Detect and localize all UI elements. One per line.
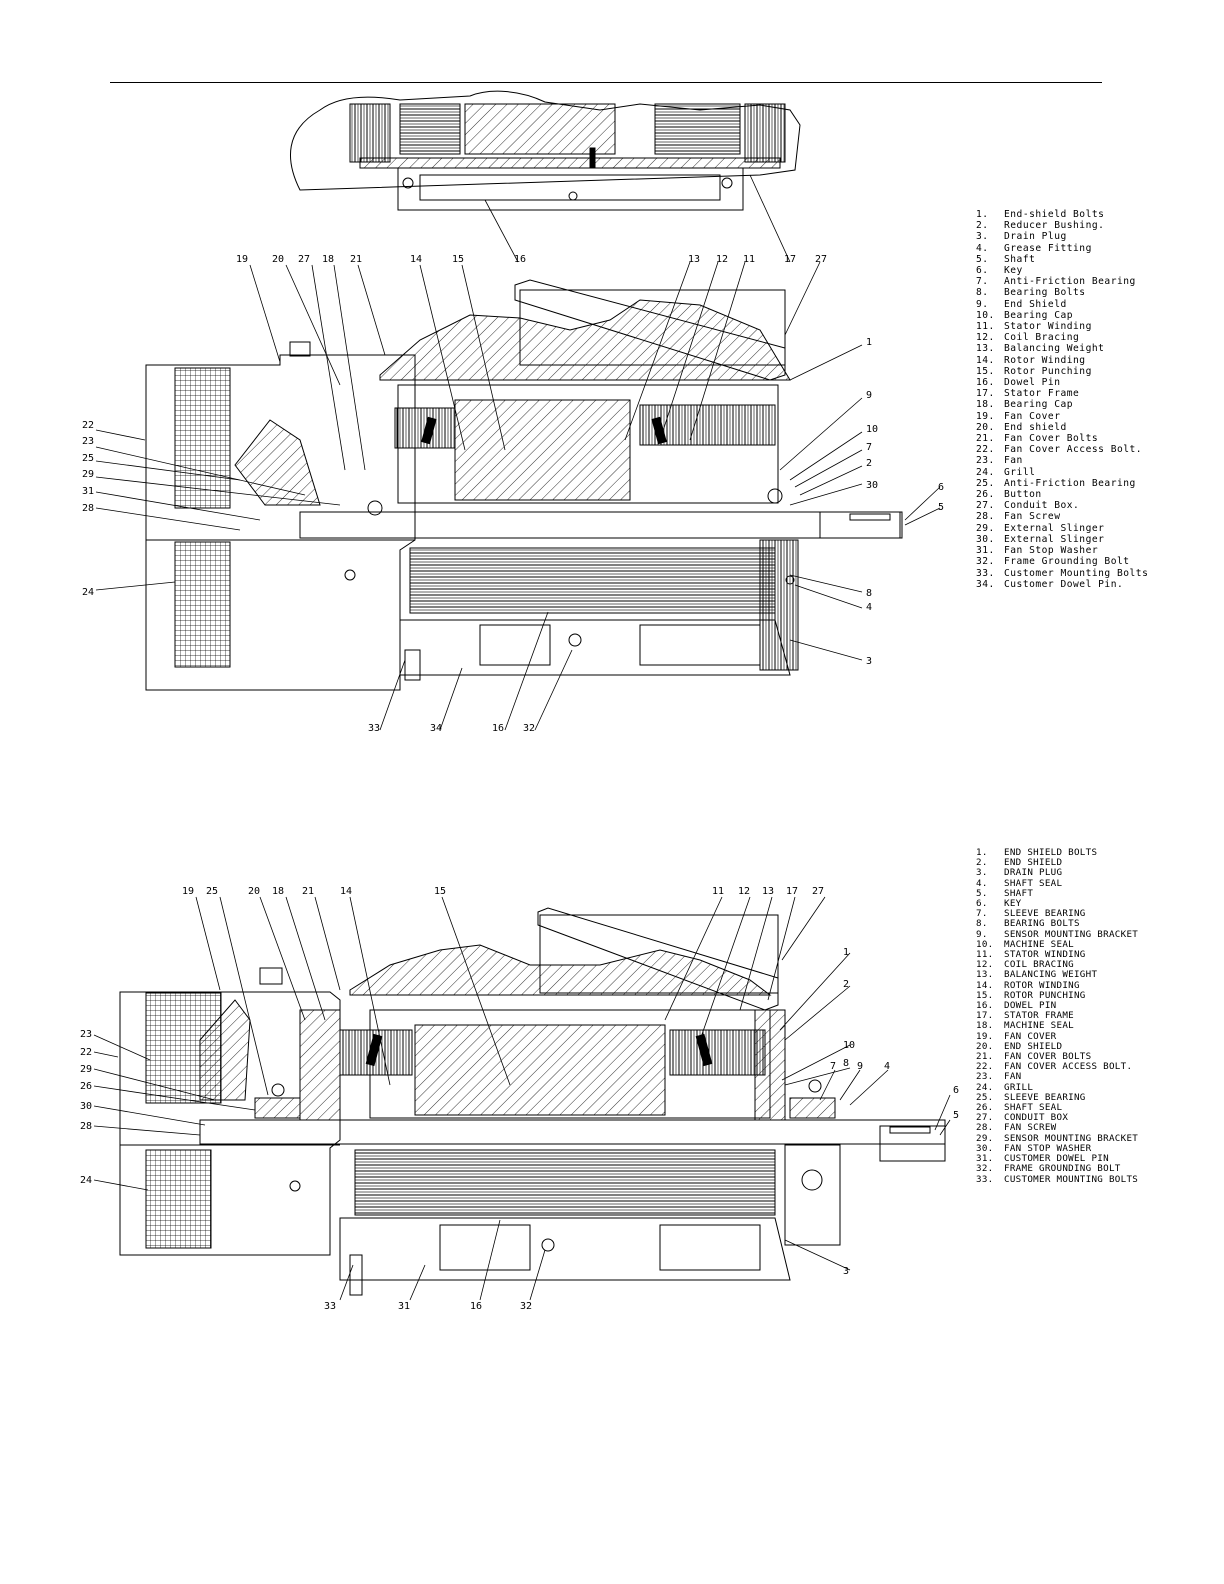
legend-item-number: 7. — [976, 908, 988, 920]
callout-28: 28 — [80, 1121, 93, 1132]
callout-13: 13 — [688, 254, 701, 265]
legend-item-number: 28. — [976, 1122, 994, 1134]
legend-item-label: CUSTOMER DOWEL PIN — [1004, 1153, 1109, 1165]
legend-item-number: 12. — [976, 332, 995, 344]
legend-item-number: 33. — [976, 567, 995, 579]
legend-item-number: 17. — [976, 388, 995, 400]
callout-6: 6 — [938, 482, 945, 493]
legend-item-number: 24. — [976, 466, 995, 478]
legend-item-label: END SHIELD BOLTS — [1004, 847, 1098, 858]
callout-9: 9 — [857, 1061, 864, 1072]
callout-14: 14 — [340, 886, 353, 897]
callout-23: 23 — [80, 1029, 93, 1040]
legend-item-number: 20. — [976, 1040, 994, 1052]
callout-21: 21 — [350, 254, 363, 265]
callout-10: 10 — [843, 1040, 856, 1051]
legend-item-number: 27. — [976, 1112, 994, 1124]
legend-item — [976, 1062, 1138, 1072]
callout-30: 30 — [866, 480, 879, 491]
legend-item — [976, 1072, 1138, 1082]
callout-1: 1 — [843, 947, 850, 958]
legend-item-label: CONDUIT BOX — [1004, 1112, 1069, 1124]
legend-item-label: Coil Bracing — [1004, 332, 1080, 344]
legend-item-number: 8. — [976, 918, 988, 930]
legend-item — [976, 411, 1148, 422]
legend-item — [976, 500, 1148, 511]
callout-11: 11 — [712, 886, 725, 897]
callout-33: 33 — [368, 723, 381, 734]
legend-item — [976, 1175, 1138, 1185]
callout-17: 17 — [786, 886, 799, 897]
legend-item-label: BALANCING WEIGHT — [1004, 969, 1098, 981]
legend-item-label: Reducer Bushing. — [1004, 220, 1105, 232]
legend-item — [976, 243, 1148, 254]
legend-item-label: FAN — [1004, 1071, 1022, 1083]
legend-item — [976, 355, 1148, 366]
callout-32: 32 — [520, 1301, 533, 1312]
callout-7: 7 — [866, 442, 873, 453]
legend-item — [976, 366, 1148, 377]
legend-item-label: External Slinger — [1004, 533, 1105, 545]
legend-item-label: Fan Cover Access Bolt. — [1004, 444, 1143, 456]
legend-item-label: Drain Plug — [1004, 231, 1067, 243]
legend-item-number: 20. — [976, 421, 995, 433]
legend-item-number: 16. — [976, 377, 995, 389]
legend-item-label: Fan Cover Bolts — [1004, 433, 1099, 445]
legend-item-label: Stator Frame — [1004, 388, 1080, 400]
callout-24: 24 — [82, 587, 95, 598]
legend-item-label: Frame Grounding Bolt — [1004, 556, 1130, 568]
legend-item — [976, 534, 1148, 545]
callout-4: 4 — [866, 602, 873, 613]
callout-27: 27 — [298, 254, 311, 265]
legend-item-label: Fan Screw — [1004, 511, 1061, 523]
legend-item — [976, 332, 1148, 343]
legend-item-label: DOWEL PIN — [1004, 1000, 1057, 1012]
legend-item-label: FAN COVER ACCESS BOLT. — [1004, 1061, 1133, 1073]
callout-2: 2 — [843, 979, 850, 990]
legend-item — [976, 399, 1148, 410]
legend-item-label: SHAFT — [1004, 887, 1034, 899]
callout-6: 6 — [953, 1085, 960, 1096]
callout-28: 28 — [82, 503, 95, 514]
callout-22: 22 — [82, 420, 95, 431]
callout-2: 2 — [866, 458, 873, 469]
legend-item — [976, 287, 1148, 298]
callout-29: 29 — [82, 469, 95, 480]
legend-item-label: Customer Dowel Pin. — [1004, 578, 1124, 590]
legend-item-label: SLEEVE BEARING — [1004, 1091, 1086, 1103]
legend-item-number: 34. — [976, 578, 995, 590]
callout-11: 11 — [743, 254, 756, 265]
legend-item — [976, 511, 1148, 522]
legend-item-label: End Shield — [1004, 298, 1067, 310]
callout-9: 9 — [866, 390, 873, 401]
legend-item-number: 2. — [976, 220, 989, 232]
callout-18: 18 — [272, 886, 285, 897]
legend-item — [976, 388, 1148, 399]
legend-item-label: Grease Fitting — [1004, 242, 1092, 254]
legend-item-number: 13. — [976, 969, 994, 981]
callout-19: 19 — [236, 254, 249, 265]
callout-26: 26 — [80, 1081, 93, 1092]
callout-19: 19 — [182, 886, 195, 897]
legend-item — [976, 343, 1148, 354]
callout-12: 12 — [716, 254, 729, 265]
legend-item-number: 4. — [976, 242, 989, 254]
callout-15: 15 — [452, 254, 465, 265]
legend-item-label: Shaft — [1004, 253, 1036, 265]
callout-33: 33 — [324, 1301, 337, 1312]
callout-20: 20 — [248, 886, 261, 897]
legend-item — [976, 523, 1148, 534]
legend-item — [976, 310, 1148, 321]
legend-item-number: 19. — [976, 1030, 994, 1042]
motor-section-drawing-antifriction — [146, 280, 902, 690]
legend-item-label: DRAIN PLUG — [1004, 867, 1063, 879]
legend-item-number: 30. — [976, 533, 995, 545]
legend-item-number: 4. — [976, 877, 988, 889]
legend-item-label: Fan Cover — [1004, 410, 1061, 422]
callout-31: 31 — [398, 1301, 411, 1312]
legend-item-label: GRILL — [1004, 1081, 1034, 1093]
legend-item-number: 3. — [976, 231, 989, 243]
callout-27: 27 — [812, 886, 825, 897]
legend-item-number: 17. — [976, 1010, 994, 1022]
legend-item — [976, 444, 1148, 455]
legend-item-number: 28. — [976, 511, 995, 523]
legend-item-number: 6. — [976, 898, 988, 910]
callout-15: 15 — [434, 886, 447, 897]
legend-item-label: SENSOR MOUNTING BRACKET — [1004, 928, 1139, 940]
legend-item-number: 25. — [976, 1091, 994, 1103]
legend-item — [976, 568, 1148, 579]
legend-item — [976, 377, 1148, 388]
legend-item-label: External Slinger — [1004, 522, 1105, 534]
legend-item — [976, 579, 1148, 590]
callout-25: 25 — [206, 886, 219, 897]
legend-item — [976, 889, 1138, 899]
legend-item — [976, 556, 1148, 567]
legend-item-label: BEARING BOLTS — [1004, 918, 1080, 930]
legend-item-number: 12. — [976, 959, 994, 971]
legend-item-number: 29. — [976, 1132, 994, 1144]
legend-item-number: 32. — [976, 1163, 994, 1175]
legend-item-number: 31. — [976, 545, 995, 557]
callout-29: 29 — [80, 1064, 93, 1075]
callout-5: 5 — [938, 502, 945, 513]
callout-8: 8 — [866, 588, 873, 599]
legend-item — [976, 991, 1138, 1001]
legend-item-label: Button — [1004, 489, 1042, 501]
legend-item-label: Anti-Friction Bearing — [1004, 276, 1136, 288]
legend-item — [976, 879, 1138, 889]
legend-item-number: 11. — [976, 949, 994, 961]
legend-item-label: Stator Winding — [1004, 321, 1092, 333]
callout-22: 22 — [80, 1047, 93, 1058]
legend-item-label: MACHINE SEAL — [1004, 938, 1074, 950]
legend-item-number: 14. — [976, 979, 994, 991]
legend-item-number: 25. — [976, 477, 995, 489]
legend-item-label: Fan — [1004, 455, 1023, 467]
legend-item-label: Bearing Cap — [1004, 399, 1074, 411]
legend-item — [976, 455, 1148, 466]
callout-27: 27 — [815, 254, 828, 265]
legend-item-number: 3. — [976, 867, 988, 879]
legend-item-label: Balancing Weight — [1004, 343, 1105, 355]
callout-12: 12 — [738, 886, 751, 897]
legend-item-label: FRAME GROUNDING BOLT — [1004, 1163, 1121, 1175]
legend-item-label: Key — [1004, 265, 1023, 277]
legend-item-number: 23. — [976, 455, 995, 467]
legend-item-number: 18. — [976, 399, 995, 411]
legend-item-label: Fan Stop Washer — [1004, 545, 1099, 557]
legend-item-label: Rotor Winding — [1004, 354, 1086, 366]
legend-item-number: 24. — [976, 1081, 994, 1093]
legend-item — [976, 299, 1148, 310]
legend-item-number: 22. — [976, 444, 995, 456]
legend-item-label: SLEEVE BEARING — [1004, 908, 1086, 920]
legend-item-number: 2. — [976, 857, 988, 869]
callout-5: 5 — [953, 1110, 960, 1121]
legend-item-label: FAN SCREW — [1004, 1122, 1057, 1134]
legend-item-label: FAN COVER — [1004, 1030, 1057, 1042]
legend-item — [976, 1021, 1138, 1031]
legend-item-number: 5. — [976, 253, 989, 265]
legend-item-number: 26. — [976, 1102, 994, 1114]
legend-item — [976, 265, 1148, 276]
legend-item-label: CUSTOMER MOUNTING BOLTS — [1004, 1173, 1139, 1185]
legend-item-label: SHAFT SEAL — [1004, 877, 1063, 889]
legend-item-label: Bearing Cap — [1004, 309, 1074, 321]
legend-item-number: 5. — [976, 887, 988, 899]
legend-item — [976, 433, 1148, 444]
callout-23: 23 — [82, 436, 95, 447]
legend-item-number: 11. — [976, 321, 995, 333]
callout-20: 20 — [272, 254, 285, 265]
legend-item-number: 10. — [976, 938, 994, 950]
legend-item — [976, 231, 1148, 242]
detail-inset-view — [290, 91, 800, 210]
legend-item-label: FAN COVER BOLTS — [1004, 1051, 1092, 1063]
callout-4: 4 — [884, 1061, 891, 1072]
callout-30: 30 — [80, 1101, 93, 1112]
callout-7: 7 — [830, 1061, 837, 1072]
legend-item-label: SHAFT SEAL — [1004, 1102, 1063, 1114]
legend-item-label: END SHIELD — [1004, 1040, 1063, 1052]
legend-item — [976, 467, 1148, 478]
legend-item-number: 18. — [976, 1020, 994, 1032]
callout-24: 24 — [80, 1175, 93, 1186]
legend-item-label: KEY — [1004, 898, 1022, 910]
legend-item-number: 1. — [976, 847, 988, 858]
legend-item-number: 21. — [976, 433, 995, 445]
legend-item-number: 21. — [976, 1051, 994, 1063]
legend-item-number: 13. — [976, 343, 995, 355]
legend-item-number: 32. — [976, 556, 995, 568]
legend-item-number: 23. — [976, 1071, 994, 1083]
legend-item-number: 15. — [976, 989, 994, 1001]
callout-3: 3 — [843, 1266, 850, 1277]
callout-10: 10 — [866, 424, 879, 435]
callout-25: 25 — [82, 453, 95, 464]
legend-item-number: 27. — [976, 500, 995, 512]
callout-1: 1 — [866, 337, 873, 348]
callout-17: 17 — [784, 254, 797, 265]
legend-item-label: ROTOR PUNCHING — [1004, 989, 1086, 1001]
legend-item-label: End-shield Bolts — [1004, 209, 1105, 220]
legend-item — [976, 321, 1148, 332]
legend-item-label: Conduit Box. — [1004, 500, 1080, 512]
legend-item — [976, 422, 1148, 433]
legend-item-label: Rotor Punching — [1004, 365, 1092, 377]
legend-item-label: Customer Mounting Bolts — [1004, 567, 1149, 579]
legend-item-label: Bearing Bolts — [1004, 287, 1086, 299]
legend-item-label: ROTOR WINDING — [1004, 979, 1080, 991]
legend-item-number: 30. — [976, 1142, 994, 1154]
callout-16: 16 — [514, 254, 527, 265]
legend-item — [976, 220, 1148, 231]
callout-32: 32 — [523, 723, 536, 734]
callout-8: 8 — [843, 1058, 850, 1069]
legend-item-number: 22. — [976, 1061, 994, 1073]
legend-item-label: Dowel Pin — [1004, 377, 1061, 389]
callout-3: 3 — [866, 656, 873, 667]
legend-item-number: 9. — [976, 298, 989, 310]
legend-item-label: STATOR WINDING — [1004, 949, 1086, 961]
legend-item-number: 14. — [976, 354, 995, 366]
legend-item-number: 19. — [976, 410, 995, 422]
legend-item-number: 15. — [976, 365, 995, 377]
parts-legend-sleeve — [976, 848, 1138, 1185]
legend-item-number: 10. — [976, 309, 995, 321]
callout-18: 18 — [322, 254, 335, 265]
legend-item — [976, 478, 1148, 489]
legend-item-label: Grill — [1004, 466, 1036, 478]
callout-13: 13 — [762, 886, 775, 897]
legend-item — [976, 1113, 1138, 1123]
legend-item-label: End shield — [1004, 421, 1067, 433]
callout-34: 34 — [430, 723, 443, 734]
legend-item-label: FAN STOP WASHER — [1004, 1142, 1092, 1154]
legend-item-label: END SHIELD — [1004, 857, 1063, 869]
callout-16: 16 — [470, 1301, 483, 1312]
legend-item — [976, 489, 1148, 500]
legend-item-number: 33. — [976, 1173, 994, 1185]
legend-item-number: 16. — [976, 1000, 994, 1012]
legend-item-number: 8. — [976, 287, 989, 299]
legend-item-number: 26. — [976, 489, 995, 501]
legend-item — [976, 254, 1148, 265]
legend-item-number: 31. — [976, 1153, 994, 1165]
legend-item-label: STATOR FRAME — [1004, 1010, 1074, 1022]
callout-16: 16 — [492, 723, 505, 734]
legend-item-label: Anti-Friction Bearing — [1004, 477, 1136, 489]
legend-item-number: 29. — [976, 522, 995, 534]
legend-item-label: COIL BRACING — [1004, 959, 1074, 971]
callout-21: 21 — [302, 886, 315, 897]
legend-item-label: MACHINE SEAL — [1004, 1020, 1074, 1032]
legend-item — [976, 276, 1148, 287]
parts-legend-antifriction — [976, 209, 1148, 590]
motor-section-drawing-sleeve — [120, 908, 945, 1295]
legend-item-number: 1. — [976, 209, 989, 220]
legend-item — [976, 209, 1148, 220]
legend-item-number: 7. — [976, 276, 989, 288]
legend-item — [976, 545, 1148, 556]
callout-31: 31 — [82, 486, 95, 497]
legend-item-number: 6. — [976, 265, 989, 277]
legend-item-number: 9. — [976, 928, 988, 940]
legend-item-label: SENSOR MOUNTING BRACKET — [1004, 1132, 1139, 1144]
callout-14: 14 — [410, 254, 423, 265]
